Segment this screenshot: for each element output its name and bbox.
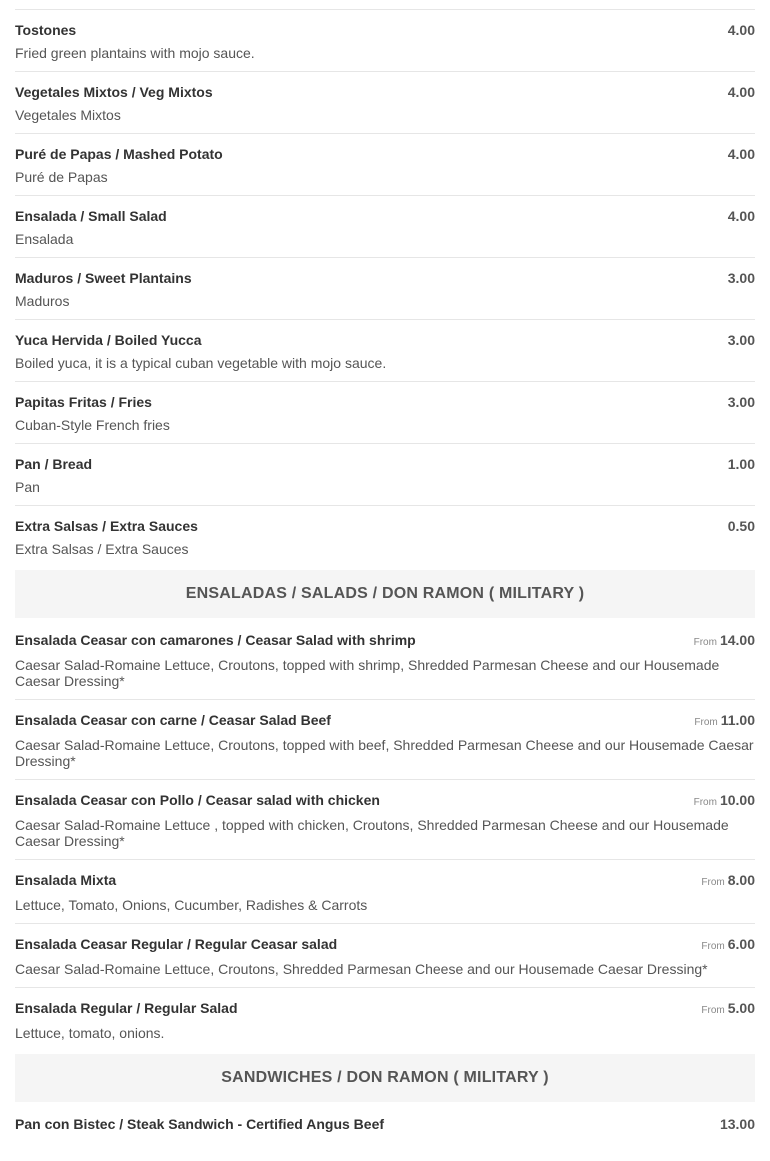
- item-description: Pan: [15, 479, 40, 495]
- item-description: Fried green plantains with mojo sauce.: [15, 45, 255, 61]
- from-label: From: [693, 797, 717, 808]
- item-price: [701, 936, 755, 955]
- item-description: Caesar Salad-Romaine Lettuce , topped with chicken, Croutons, Shredded Parmesan Cheese and our Housemade Caesar Dressing*: [15, 817, 729, 849]
- item-price: 3.00: [727, 332, 755, 348]
- item-price: 4.00: [727, 146, 755, 162]
- menu-item[interactable]: [15, 444, 755, 506]
- item-name: Ensalada Regular / Regular Salad: [15, 1000, 238, 1016]
- from-label: From: [701, 941, 725, 952]
- item-name: Ensalada / Small Salad: [15, 208, 167, 224]
- menu-item[interactable]: [15, 72, 755, 134]
- menu-item[interactable]: [15, 134, 755, 196]
- item-description: Caesar Salad-Romaine Lettuce, Croutons, topped with beef, Shredded Parmesan Cheese and our Housemade Caesar Dressing*: [15, 737, 754, 769]
- menu-item[interactable]: [15, 924, 755, 988]
- item-price: 4.00: [727, 22, 755, 38]
- item-description: Cuban-Style French fries: [15, 417, 170, 433]
- item-description: Lettuce, tomato, onions.: [15, 1025, 165, 1041]
- item-name: Yuca Hervida / Boiled Yucca: [15, 332, 202, 348]
- menu-item[interactable]: [15, 10, 755, 72]
- menu-item[interactable]: [15, 196, 755, 258]
- item-price: [694, 792, 755, 811]
- item-description: Ensalada: [15, 231, 74, 247]
- section-header-salads: ENSALADAS / SALADS / DON RAMON ( MILITARY ): [15, 570, 755, 618]
- item-name: Ensalada Ceasar con carne / Ceasar Salad Beef: [15, 712, 331, 728]
- item-description: Maduros: [15, 293, 70, 309]
- item-description: Caesar Salad-Romaine Lettuce, Croutons, topped with shrimp, Shredded Parmesan Cheese and our Housemade Caesar Dressing*: [15, 657, 720, 689]
- from-label: From: [693, 637, 717, 648]
- menu-item[interactable]: [15, 1104, 755, 1143]
- item-name: Pan con Bistec / Steak Sandwich - Certified Angus Beef: [15, 1116, 385, 1132]
- menu-item[interactable]: [15, 258, 755, 320]
- menu-item[interactable]: [15, 320, 755, 382]
- menu-item[interactable]: [15, 700, 755, 780]
- item-name: Maduros / Sweet Plantains: [15, 270, 192, 286]
- item-name: Ensalada Ceasar con camarones / Ceasar Salad with shrimp: [15, 632, 416, 648]
- item-price: [701, 872, 755, 891]
- item-description: Puré de Papas: [15, 169, 108, 185]
- from-label: From: [701, 877, 725, 888]
- item-price: [694, 632, 755, 651]
- item-name: Papitas Fritas / Fries: [15, 394, 152, 410]
- item-name: Tostones: [15, 22, 77, 38]
- item-name: Puré de Papas / Mashed Potato: [15, 146, 223, 162]
- item-price: 4.00: [727, 208, 755, 224]
- item-name: Pan / Bread: [15, 456, 93, 472]
- item-price: 0.50: [727, 518, 755, 534]
- menu-item[interactable]: [15, 506, 755, 567]
- menu-item[interactable]: [15, 860, 755, 924]
- item-name: Ensalada Mixta: [15, 872, 117, 888]
- price-value: 8.00: [727, 872, 755, 888]
- from-label: From: [694, 717, 718, 728]
- item-price: 1.00: [727, 456, 755, 472]
- item-description: Caesar Salad-Romaine Lettuce, Croutons, Shredded Parmesan Cheese and our Housemade Caesar Dressing*: [15, 961, 708, 977]
- item-price: 3.00: [727, 270, 755, 286]
- menu-list: [15, 10, 755, 1143]
- price-value: 14.00: [719, 632, 755, 648]
- item-name: Ensalada Ceasar con Pollo / Ceasar salad with chicken: [15, 792, 380, 808]
- price-value: 11.00: [720, 712, 755, 728]
- item-price: [701, 1000, 755, 1019]
- item-description: Extra Salsas / Extra Sauces: [15, 541, 189, 557]
- item-name: Ensalada Ceasar Regular / Regular Ceasar salad: [15, 936, 338, 952]
- item-price: [694, 712, 755, 731]
- price-value: 10.00: [719, 792, 755, 808]
- item-price: 13.00: [719, 1116, 755, 1132]
- item-name: Vegetales Mixtos / Veg Mixtos: [15, 84, 213, 100]
- menu-item[interactable]: [15, 780, 755, 860]
- item-price: 4.00: [727, 84, 755, 100]
- price-value: 5.00: [727, 1000, 755, 1016]
- menu-item[interactable]: [15, 620, 755, 700]
- section-header-sandwiches: SANDWICHES / DON RAMON ( MILITARY ): [15, 1054, 755, 1102]
- menu-item[interactable]: [15, 382, 755, 444]
- menu-item[interactable]: [15, 988, 755, 1051]
- item-description: Vegetales Mixtos: [15, 107, 121, 123]
- item-price: 3.00: [727, 394, 755, 410]
- item-name: Extra Salsas / Extra Sauces: [15, 518, 198, 534]
- item-description: Boiled yuca, it is a typical cuban vegetable with mojo sauce.: [15, 355, 387, 371]
- item-description: Lettuce, Tomato, Onions, Cucumber, Radishes & Carrots: [15, 897, 368, 913]
- price-value: 6.00: [727, 936, 755, 952]
- from-label: From: [701, 1005, 725, 1016]
